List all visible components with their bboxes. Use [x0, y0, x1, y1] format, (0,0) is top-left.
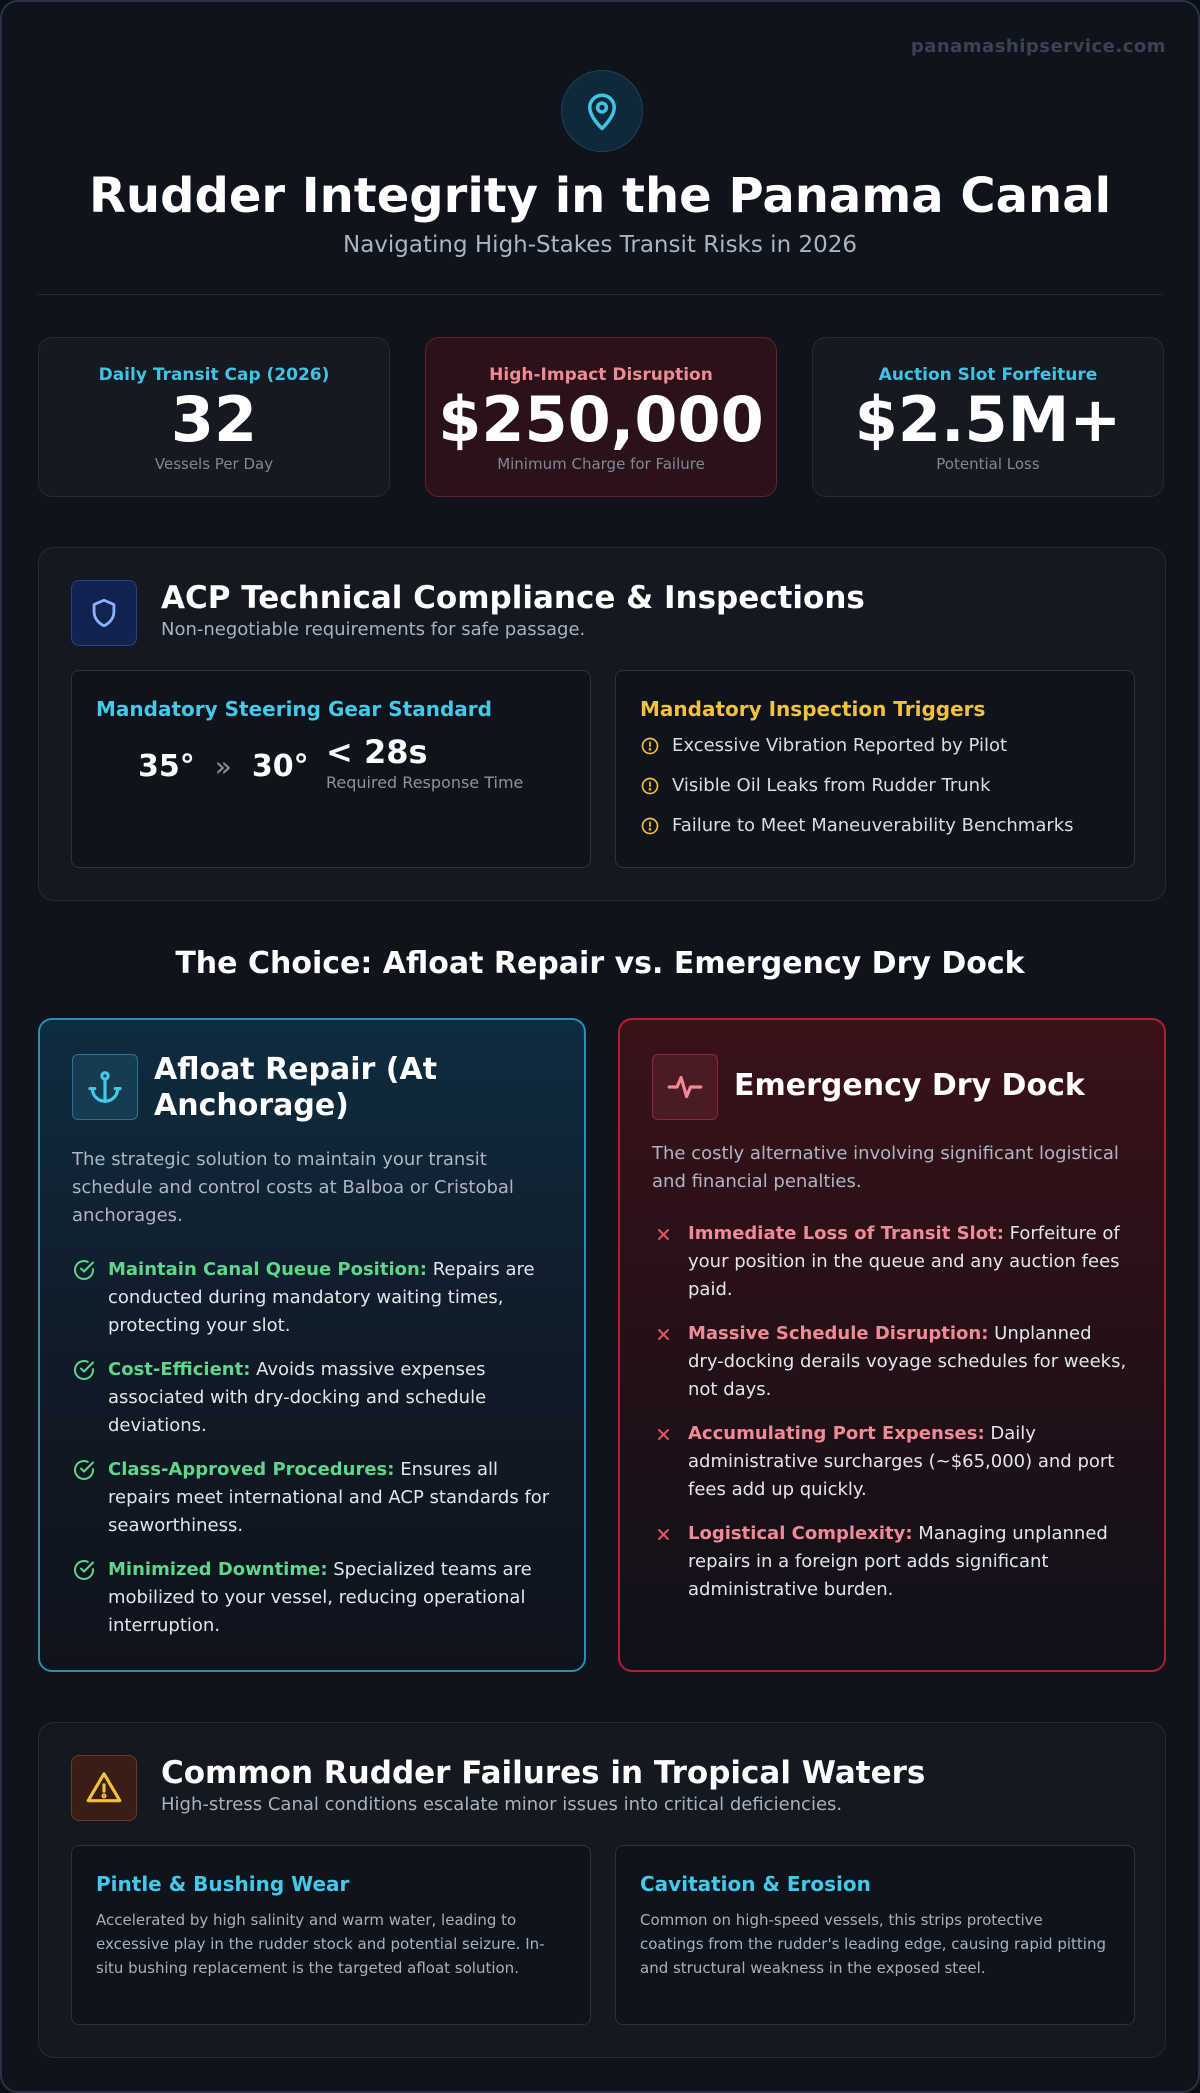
afloat-title: Afloat Repair (At Anchorage) [154, 1052, 438, 1123]
shield-icon [71, 580, 137, 646]
point-text: Specialized teams are mobilized to your vessel, reducing operational interruption. [108, 1559, 532, 1636]
point-title: Logistical Complexity: [688, 1523, 913, 1544]
choice-heading: The Choice: Afloat Repair vs. Emergency Dry Dock [175, 946, 1025, 981]
stat-caption: Vessels Per Day [154, 455, 274, 473]
drydock-intro: The costly alternative involving significant logistical and financial penalties. [652, 1143, 1119, 1192]
afloat-point [72, 1356, 552, 1440]
drydock-point [652, 1220, 1132, 1304]
point-title: Class-Approved Procedures: [108, 1459, 395, 1480]
failure-card [615, 1845, 1135, 2025]
pulse-icon [652, 1054, 718, 1120]
x-icon [652, 1422, 676, 1446]
afloat-point [72, 1456, 552, 1540]
stat-card-auction [812, 337, 1164, 497]
point-title: Minimized Downtime: [108, 1559, 328, 1580]
stat-label: High-Impact Disruption [489, 365, 713, 385]
response-time-caption: Required Response Time [326, 773, 524, 792]
compliance-title: ACP Technical Compliance & Inspections [161, 580, 865, 616]
header-divider [38, 294, 1162, 295]
stat-card-disruption [425, 337, 777, 497]
failures-subtitle: High-stress Canal conditions escalate minor issues into critical deficiencies. [161, 1794, 843, 1815]
check-circle-icon [72, 1258, 96, 1282]
afloat-point [72, 1256, 552, 1340]
drydock-point [652, 1420, 1132, 1504]
failures-title: Common Rudder Failures in Tropical Waters [161, 1755, 926, 1791]
page-subtitle: Navigating High-Stakes Transit Risks in 2026 [343, 232, 857, 258]
point-text: Forfeiture of your position in the queue and any auction fees paid. [688, 1223, 1120, 1300]
trigger-item [640, 815, 1074, 836]
failure-heading: Pintle & Bushing Wear [96, 1872, 350, 1896]
trigger-item [640, 775, 991, 796]
point-text: Avoids massive expenses associated with dry-docking and schedule deviations. [108, 1359, 487, 1436]
alert-circle-icon [640, 816, 660, 836]
compliance-subtitle: Non-negotiable requirements for safe passage. [161, 619, 586, 640]
alert-circle-icon [640, 776, 660, 796]
trigger-text: Visible Oil Leaks from Rudder Trunk [672, 775, 991, 796]
stat-caption: Minimum Charge for Failure [497, 455, 705, 473]
check-circle-icon [72, 1458, 96, 1482]
point-title: Accumulating Port Expenses: [688, 1423, 985, 1444]
inspection-triggers-card [615, 670, 1135, 868]
from-angle: 35° [138, 749, 195, 784]
point-text: Repairs are conducted during mandatory waiting times, protecting your slot. [108, 1259, 535, 1336]
alert-circle-icon [640, 736, 660, 756]
stat-label: Auction Slot Forfeiture [878, 365, 1098, 385]
afloat-repair-card [38, 1018, 586, 1672]
steering-heading: Mandatory Steering Gear Standard [96, 697, 492, 721]
check-circle-icon [72, 1358, 96, 1382]
arrow-icon: » [214, 750, 232, 783]
point-text: Ensures all repairs meet international and ACP standards for seaworthiness. [108, 1459, 550, 1536]
steering-angles [138, 749, 309, 784]
warning-icon [71, 1755, 137, 1821]
page-title: Rudder Integrity in the Panama Canal [88, 168, 1112, 224]
x-icon [652, 1322, 676, 1346]
drydock-point [652, 1320, 1132, 1404]
stat-card-transit-cap [38, 337, 390, 497]
drydock-point [652, 1520, 1132, 1604]
compliance-panel [38, 547, 1166, 901]
stat-caption: Potential Loss [936, 455, 1040, 473]
stat-label: Daily Transit Cap (2026) [98, 365, 330, 385]
x-icon [652, 1522, 676, 1546]
failure-text: Common on high-speed vessels, this strips protective coatings from the rudder's leading edge, causing rapid pitting and structural weakness in the exposed steel. [640, 1911, 1106, 1977]
failure-heading: Cavitation & Erosion [640, 1872, 871, 1896]
stat-value: $250,000 [438, 383, 764, 456]
stat-value: $2.5M+ [854, 383, 1122, 456]
point-title: Massive Schedule Disruption: [688, 1323, 989, 1344]
to-angle: 30° [251, 749, 309, 784]
point-title: Cost-Efficient: [108, 1359, 251, 1380]
watermark: panamashipservice.com [910, 36, 1166, 57]
map-pin-icon [561, 70, 643, 152]
failure-text: Accelerated by high salinity and warm water, leading to excessive play in the rudder stock and potential seizure. In-situ bushing replacement is the targeted afloat solution. [96, 1911, 545, 1977]
stat-value: 32 [170, 383, 258, 456]
anchor-icon [72, 1054, 138, 1120]
failure-card [71, 1845, 591, 2025]
point-text: Managing unplanned repairs in a foreign port adds significant administrative burden. [688, 1523, 1108, 1600]
triggers-heading: Mandatory Inspection Triggers [640, 697, 986, 721]
trigger-item [640, 735, 1007, 756]
afloat-intro: The strategic solution to maintain your transit schedule and control costs at Balboa or Cristobal anchorages. [72, 1149, 514, 1226]
x-icon [652, 1222, 676, 1246]
afloat-point [72, 1556, 552, 1640]
response-time-value: < 28s [326, 733, 428, 771]
point-title: Immediate Loss of Transit Slot: [688, 1223, 1004, 1244]
point-text: Unplanned dry-docking derails voyage schedules for weeks, not days. [688, 1323, 1127, 1400]
point-title: Maintain Canal Queue Position: [108, 1259, 428, 1280]
point-text: Daily administrative surcharges (~$65,000) and port fees add up quickly. [688, 1423, 1115, 1500]
response-time [326, 733, 523, 792]
drydock-title: Emergency Dry Dock [734, 1068, 1085, 1103]
failures-panel [38, 1722, 1166, 2058]
trigger-text: Excessive Vibration Reported by Pilot [672, 735, 1008, 756]
dry-dock-card [618, 1018, 1166, 1672]
trigger-text: Failure to Meet Maneuverability Benchmarks [672, 815, 1074, 836]
steering-gear-card [71, 670, 591, 868]
check-circle-icon [72, 1558, 96, 1582]
